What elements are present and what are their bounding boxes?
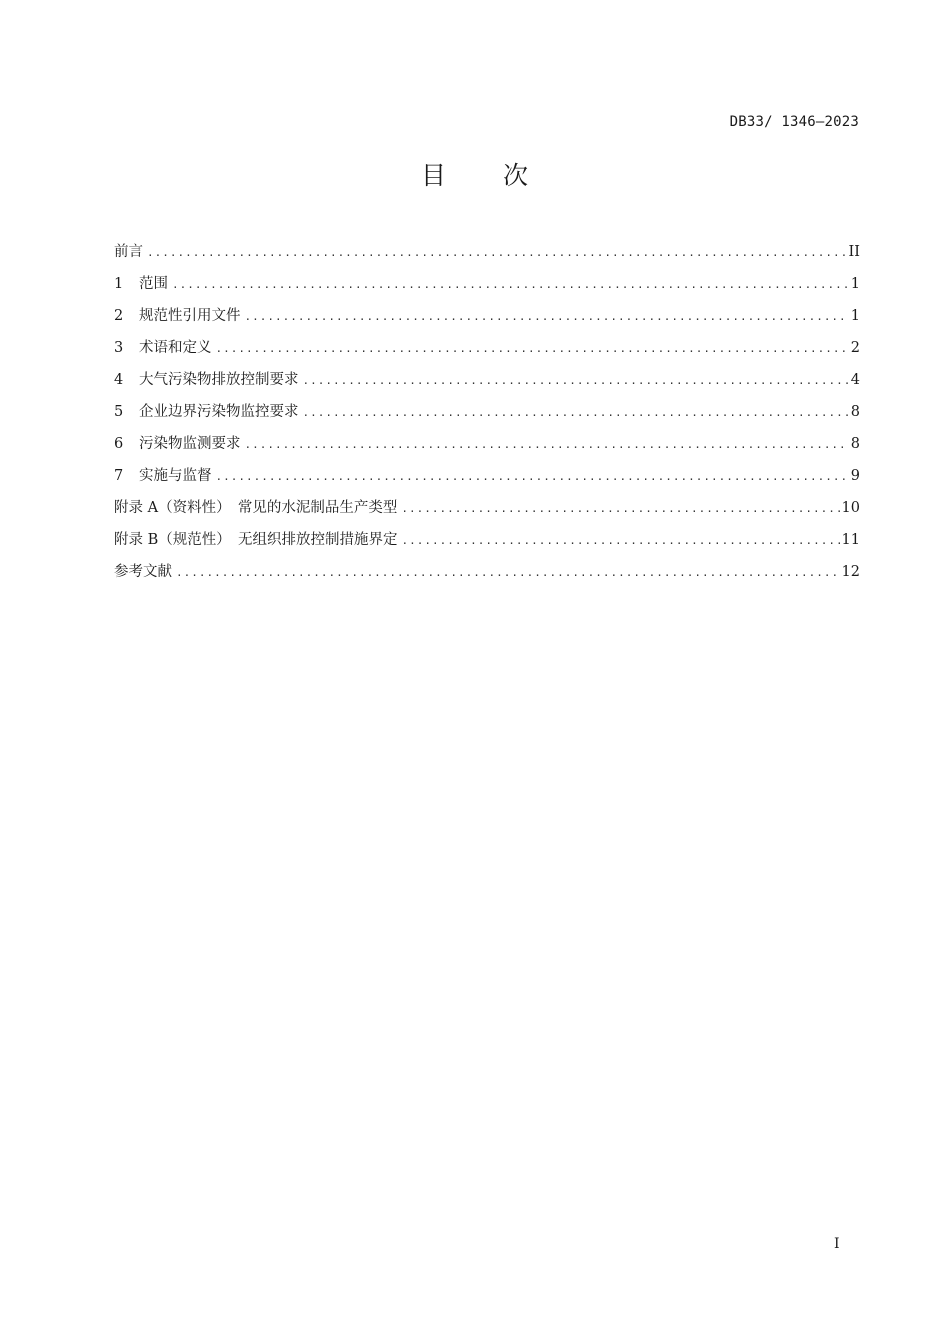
toc-entry-emission-control[interactable] (114, 368, 860, 400)
toc-entry-number: 3 (114, 340, 124, 356)
page-number: I (834, 1236, 840, 1252)
toc-leader-dots (176, 566, 840, 579)
toc-leader-dots (303, 374, 849, 387)
toc-entry-number: 7 (114, 468, 124, 484)
toc-entry-page: 1 (850, 308, 860, 324)
toc-leader-dots (245, 438, 849, 451)
toc-entry-appendix-b[interactable] (114, 528, 860, 560)
toc-entry-number: 5 (114, 404, 124, 420)
toc-entry-title: 规范性引用文件 (139, 308, 241, 324)
toc-leader-dots (245, 310, 849, 323)
toc-entry-page: II (848, 244, 860, 260)
toc-entry-page: 8 (850, 404, 860, 420)
toc-entry-monitoring-requirements[interactable] (114, 432, 860, 464)
toc-entry-preface[interactable] (114, 240, 860, 272)
toc-entry-scope[interactable] (114, 272, 860, 304)
toc-title-left: 目 (420, 161, 447, 190)
toc-entry-number: 4 (114, 372, 124, 388)
toc-leader-dots (172, 278, 848, 291)
toc-entry-title: 实施与监督 (139, 468, 212, 484)
toc-entry-implementation[interactable] (114, 464, 860, 496)
toc-entry-bibliography[interactable] (114, 560, 860, 592)
toc-entry-title: 范围 (139, 276, 168, 292)
toc-entry-title: 附录 B（规范性） 无组织排放控制措施界定 (114, 532, 398, 548)
toc-entry-title: 污染物监测要求 (139, 436, 241, 452)
toc-entry-page: 12 (841, 564, 860, 580)
toc-entry-number: 6 (114, 436, 124, 452)
toc-entry-page: 2 (850, 340, 860, 356)
toc-entry-title: 参考文献 (114, 564, 172, 580)
toc-entry-page: 4 (850, 372, 860, 388)
toc-entry-page: 10 (841, 500, 860, 516)
toc-entry-title: 前言 (114, 244, 143, 260)
table-of-contents (114, 240, 860, 592)
toc-entry-title: 企业边界污染物监控要求 (139, 404, 299, 420)
toc-entry-page: 1 (850, 276, 860, 292)
toc-entry-boundary-monitoring[interactable] (114, 400, 860, 432)
toc-leader-dots (303, 406, 849, 419)
toc-entry-page: 8 (850, 436, 860, 452)
toc-leader-dots (216, 470, 849, 483)
toc-leader-dots (147, 246, 847, 259)
toc-entry-page: 9 (850, 468, 860, 484)
toc-entry-page: 11 (841, 532, 860, 548)
toc-entry-normative-references[interactable] (114, 304, 860, 336)
toc-title-right: 次 (503, 161, 530, 190)
toc-entry-number: 1 (114, 276, 124, 292)
toc-entry-terms[interactable] (114, 336, 860, 368)
toc-entry-number: 2 (114, 308, 124, 324)
toc-leader-dots (401, 502, 839, 515)
toc-leader-dots (402, 534, 840, 547)
toc-entry-appendix-a[interactable] (114, 496, 860, 528)
document-code: DB33/ 1346—2023 (729, 114, 859, 130)
toc-leader-dots (216, 342, 849, 355)
toc-entry-title: 大气污染物排放控制要求 (139, 372, 299, 388)
toc-title (0, 156, 950, 192)
toc-entry-title: 附录 A（资料性） 常见的水泥制品生产类型 (114, 500, 398, 516)
toc-entry-title: 术语和定义 (139, 340, 212, 356)
